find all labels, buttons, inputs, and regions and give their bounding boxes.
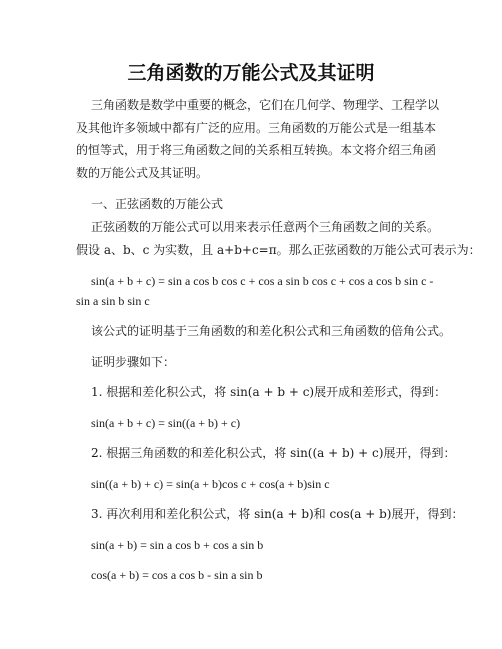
paragraph-line: 假设 a、b、c 为实数，且 a+b+c=π。那么正弦函数的万能公式可表示为：: [76, 243, 481, 257]
formula-line-2: sin a sin b sin c: [76, 294, 150, 308]
equation: cos(a + b) = cos a cos b - sin a sin b: [91, 568, 263, 582]
equation: sin(a + b) = sin a cos b + cos a sin b: [91, 538, 264, 552]
step-3: 3. 再次利用和差化积公式，将 sin(a + b)和 cos(a + b)展开，得到：: [91, 507, 464, 521]
paragraph-line: 正弦函数的万能公式可以用来表示任意两个三角函数之间的关系。: [91, 220, 440, 234]
equation: sin(a + b + c) = sin((a + b) + c): [91, 416, 241, 430]
step-2: 2. 根据三角函数的和差化积公式，将 sin((a + b) + c)展开，得到：: [91, 446, 456, 460]
page-title: 三角函数的万能公式及其证明: [127, 62, 375, 84]
steps-intro: 证明步骤如下：: [91, 355, 176, 369]
intro-line-3: 的恒等式，用于将三角函数之间的关系相互转换。本文将介绍三角函: [76, 143, 437, 157]
section-heading: 一、正弦函数的万能公式: [91, 197, 224, 211]
equation: sin((a + b) + c) = sin(a + b)cos c + cos(a + b)sin c: [91, 477, 330, 491]
intro-line-4: 数的万能公式及其证明。: [76, 166, 209, 180]
paragraph-line: 该公式的证明基于三角函数的和差化积公式和三角函数的倍角公式。: [91, 324, 452, 338]
formula-line-1: sin(a + b + c) = sin a cos b cos c + cos a sin b cos c + cos a cos b sin c -: [91, 274, 434, 288]
intro-line-1: 三角函数是数学中重要的概念，它们在几何学、物理学、工程学以: [91, 98, 440, 112]
step-1: 1. 根据和差化积公式，将 sin(a + b + c)展开成和差形式，得到：: [91, 385, 447, 399]
intro-line-2: 及其他许多领域中都有广泛的应用。三角函数的万能公式是一组基本: [76, 121, 437, 135]
